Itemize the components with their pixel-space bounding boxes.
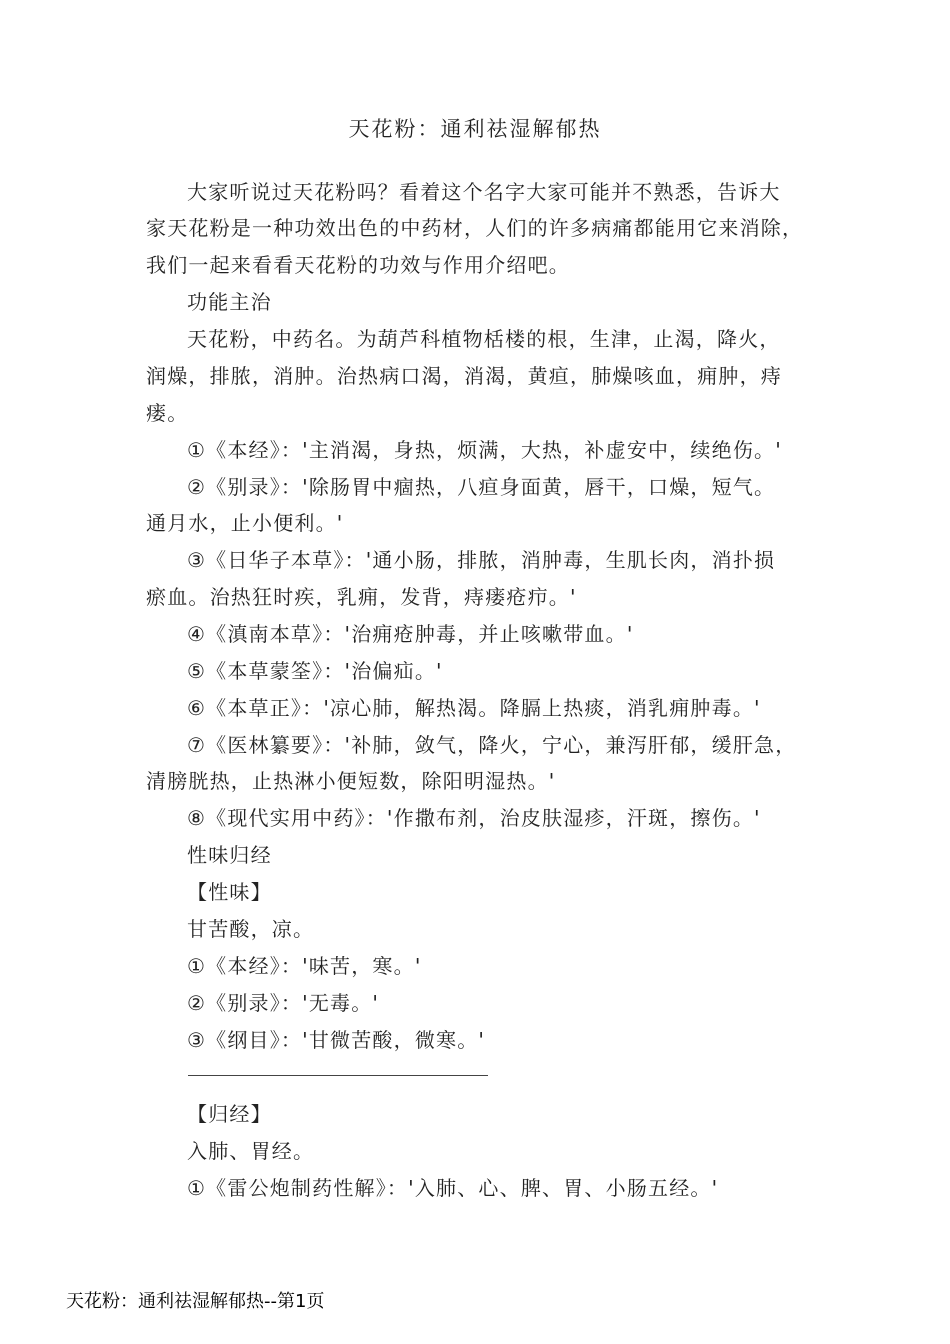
citation-line: ⑤《本草蒙筌》：'治偏疝。'	[187, 659, 443, 683]
page-footer: 天花粉：通利祛湿解郁热--第1页	[66, 1291, 325, 1312]
citation-line: ③《纲目》：'甘微苦酸，微寒。'	[187, 1028, 486, 1052]
citation-line: ②《别录》：'无毒。'	[187, 991, 380, 1015]
citation-line: ⑧《现代实用中药》：'作撒布剂，治皮肤湿疹，汗斑，擦伤。'	[187, 806, 761, 830]
paragraph-line: 甘苦酸，凉。	[187, 917, 315, 941]
citation-line: ⑥《本草正》：'凉心肺，解热渴。降膈上热痰，消乳痈肿毒。'	[187, 696, 761, 720]
intro-line-3: 我们一起来看看天花粉的功效与作用介绍吧。	[146, 253, 570, 277]
paragraph-line: 入肺、胃经。	[187, 1139, 315, 1163]
citation-line: ⑦《医林纂要》：'补肺，敛气，降火，宁心，兼泻肝郁，缓肝急，	[187, 733, 797, 757]
citation-line: 通月水，止小便利。'	[146, 511, 344, 535]
subheading-nature-taste: 【性味】	[187, 880, 272, 904]
subheading-meridian: 【归经】	[187, 1102, 272, 1126]
separator-line	[188, 1075, 488, 1076]
citation-line: ②《别录》：'除肠胃中痼热，八疸身面黄，唇干，口燥，短气。	[187, 475, 776, 499]
citation-line: ③《日华子本草》：'通小肠，排脓，消肿毒，生肌长肉，消扑损	[187, 548, 776, 572]
section-heading-nature: 性味归经	[187, 843, 272, 867]
citation-line: ①《本经》：'主消渴，身热，烦满，大热，补虚安中，续绝伤。'	[187, 438, 782, 462]
citation-line: ①《本经》：'味苦，寒。'	[187, 954, 422, 978]
citation-line: ④《滇南本草》：'治痈疮肿毒，并止咳嗽带血。'	[187, 622, 634, 646]
citation-line: ①《雷公炮制药性解》：'入肺、心、脾、胃、小肠五经。'	[187, 1176, 719, 1200]
page-title: 天花粉：通利祛湿解郁热	[348, 117, 602, 141]
paragraph-line: 润燥，排脓，消肿。治热病口渴，消渴，黄疸，肺燥咳血，痈肿，痔	[146, 364, 782, 388]
intro-line-2: 家天花粉是一种功效出色的中药材，人们的许多病痛都能用它来消除，	[146, 216, 804, 240]
paragraph-line: 瘘。	[146, 401, 189, 425]
citation-line: 瘀血。治热狂时疾，乳痈，发背，痔瘘疮疖。'	[146, 585, 577, 609]
section-heading-function: 功能主治	[187, 290, 272, 314]
paragraph-line: 天花粉，中药名。为葫芦科植物栝楼的根，生津，止渴，降火，	[187, 327, 781, 351]
intro-line-1: 大家听说过天花粉吗？看着这个名字大家可能并不熟悉，告诉大	[187, 180, 781, 204]
citation-line: 清膀胱热，止热淋小便短数，除阳明湿热。'	[146, 769, 556, 793]
